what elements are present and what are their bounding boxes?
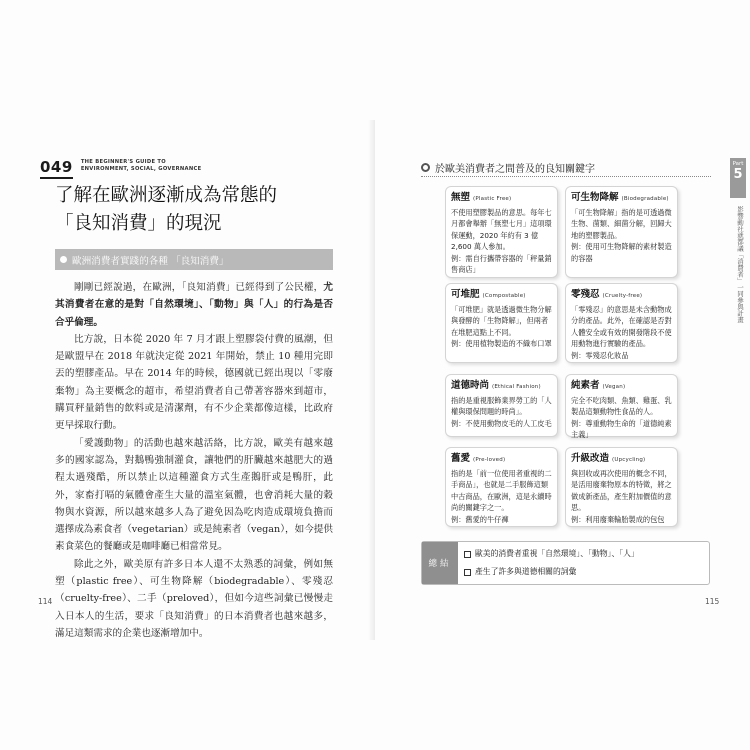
summary-item: 產生了許多與道德相關的詞彙 — [464, 563, 639, 581]
paragraph-4: 除此之外，歐美原有許多日本人還不太熟悉的詞彙，例如無塑（plastic free）、可生物降解（biodegradable）、零殘忍（cruelty-free）、二手（preloved），但如今這些詞彙已慢慢走入日本人的生活，要求「良知消費」的日本消費者也越來越多，滿足這類需求的企業也逐漸增加中。 — [55, 558, 333, 639]
card-body — [571, 395, 672, 441]
card-body-line: 例：尊重動物生命的「道德純素主義」 — [571, 418, 672, 440]
keyword-card-vegan: 純素者 (Vegan) 完全不吃肉類、魚類、雞蛋、乳製品這類動物性食品的人。 例：尊重動物生命的「道德純素主義」 — [565, 374, 678, 437]
part-side-caption: 影響動社就都議「消費者」一同參與計畫 — [736, 206, 744, 323]
keyword-card-compostable: 可堆肥 (Compostable) 「可堆肥」就是透過微生物分解與發酵的「生物降解」，但兩者在堆肥這點上不同。 例：使用植物製造的不織布口罩 — [445, 283, 558, 363]
card-body — [451, 207, 552, 275]
card-body-line: 「可生物降解」指的是可透過微生物、菌類、細菌分解，回歸大地的塑膠製品。 — [571, 208, 672, 240]
card-body — [451, 468, 552, 525]
circle-bullet-icon — [421, 163, 430, 172]
card-body — [571, 207, 672, 264]
card-body-line: 指的是重視服飾業界勞工的「人權與環保問題的時尚」。 — [451, 396, 552, 417]
keyword-heading: 於歐美消費者之間普及的良知關鍵字 — [421, 160, 595, 175]
chapter-number: 049 — [40, 158, 73, 179]
summary-label: 總結 — [422, 542, 458, 584]
keyword-card-ethical-fashion: 道德時尚 (Ethical Fashion) 指的是重視服飾業界勞工的「人權與環保問題的時尚」。 例：不使用動物皮毛的人工皮毛 — [445, 374, 558, 437]
keyword-card-plastic-free: 無塑 (Plastic Free) 不使用塑膠製品的意思。每年七月都會舉辦「無塑七月」這項環保運動，2020 年約有 3 億 2,600 萬人參加。 例：需自行攜帶容器的「秤量銷售商店」 — [445, 186, 558, 278]
card-body — [571, 468, 672, 525]
section-heading: 歐洲消費者實踐的各種 「良知消費」 — [55, 249, 333, 270]
checkbox-icon — [464, 569, 471, 576]
summary-item: 歐美的消費者重視「自然環境」、「動物」、「人」 — [464, 545, 639, 563]
paragraph-2: 比方說，日本從 2020 年 7 月才跟上塑膠袋付費的風潮，但是歐盟早在 2018 年就決定從 2021 年開始，禁止 10 種用完即丟的塑膠產品。早在 2014 年的時候，德國就已經出現以「零廢棄物」為主要概念的超市，希望消費者自己帶著容器來到超市，購買秤量銷售的飲料或是清潔劑，有不少企業都像這樣，比政府更早採取行動。 — [55, 333, 333, 432]
keyword-card-cruelty-free: 零殘忍 (Cruelty-free) 「零殘忍」的意思是未含動物成分的產品。此外，在確認是否對人體安全或有效的開發階段不使用動物進行實驗的產品。 例：零殘忍化妝品 — [565, 283, 678, 363]
card-body-line: 完全不吃肉類、魚類、雞蛋、乳製品這類動物性食品的人。 — [571, 396, 672, 417]
body-paragraphs — [55, 279, 333, 642]
bullet-icon — [60, 256, 67, 263]
card-body-line: 例：利用廢棄輪胎製成的包包 — [571, 514, 665, 524]
keyword-card-biodegradable: 可生物降解 (Biodegradable) 「可生物降解」指的是可透過微生物、菌類、細菌分解，回歸大地的塑膠製品。 例：使用可生物降解的素材製造的容器 — [565, 186, 678, 278]
summary-box — [421, 541, 710, 585]
right-page — [375, 0, 750, 750]
card-body — [571, 304, 672, 361]
card-body-line: 例：使用可生物降解的素材製造的容器 — [571, 242, 672, 263]
card-body-line: 例：使用植物製造的不織布口罩 — [451, 339, 552, 349]
card-body-line: 例：不使用動物皮毛的人工皮毛 — [451, 418, 552, 428]
keyword-card-upcycling: 升級改造 (Upcycling) 與回收或再次使用的概念不同，是活用廢棄物原本的特徵，將之做成新產品，產生附加價值的意思。 例：利用廢棄輪胎製成的包包 — [565, 447, 678, 527]
card-body — [451, 395, 552, 429]
card-body — [451, 304, 552, 350]
keyword-card-pre-loved: 舊愛 (Pre-loved) 指的是「前一位使用者重視的二手商品」，也就是二手服飾這類中古商品，在歐洲，這是永續時尚的關鍵字之一。 例：舊愛的牛仔褲 — [445, 447, 558, 527]
card-body-line: 「零殘忍」的意思是未含動物成分的產品。此外，在確認是否對人體安全或有效的開發階段不使用動物進行實驗的產品。 — [571, 305, 672, 349]
checkbox-icon — [464, 551, 471, 558]
summary-list — [458, 542, 645, 584]
paragraph-1: 剛剛已經說過，在歐洲，「良知消費」已經得到了公民權，尤其消費者在意的是對「自然環境」、「動物」與「人」的行為是否合乎倫理。 — [55, 282, 333, 328]
heading-divider — [421, 176, 711, 177]
card-body-line: 指的是「前一位使用者重視的二手商品」，也就是二手服飾這類中古商品，在歐洲，這是永續時尚的關鍵字之一。 — [451, 469, 552, 513]
card-body-line: 「可堆肥」就是透過微生物分解與發酵的「生物降解」，但兩者在堆肥這點上不同。 — [451, 305, 552, 337]
card-body-line: 不使用塑膠製品的意思。每年七月都會舉辦「無塑七月」這項環保運動，2020 年約有 3 億 2,600 萬人參加。 — [451, 208, 552, 252]
page-number-left: 114 — [38, 597, 53, 606]
chapter-series-label: THE BEGINNER'S GUIDE TO ENVIRONMENT, SOCIAL, GOVERNANCE — [80, 159, 202, 172]
card-body-line: 與回收或再次使用的概念不同，是活用廢棄物原本的特徵，將之做成新產品，產生附加價值的意思。 — [571, 469, 672, 513]
card-body-line: 例：需自行攜帶容器的「秤量銷售商店」 — [451, 253, 552, 275]
chapter-header — [40, 158, 201, 179]
paragraph-3: 「愛護動物」的活動也越來越活絡，比方說，歐美有越來越多的國家認為，對鵝鴨強制灌食，讓牠們的肝臟越來越肥大的過程太過殘酷，所以禁止以這種灌食方式生產鵝肝或是鴨肝，此外，家畜打嗝的氣體會產生大量的溫室氣體，也會消耗大量的穀物與水資源，所以越來越多人為了避免因為吃肉造成環境負擔而選擇成為素食者（vegetarian）或是純素者（vegan），如今提供素食菜色的餐廳或是咖啡廳已相當常見。 — [55, 437, 333, 553]
card-body-line: 例：零殘忍化妝品 — [571, 350, 629, 360]
part-tab: Part 5 — [730, 158, 746, 198]
card-body-line: 例：舊愛的牛仔褲 — [451, 514, 509, 524]
page-title: 了解在歐洲逐漸成為常態的 「良知消費」的現況 — [55, 185, 278, 234]
page-number-right: 115 — [705, 597, 720, 606]
